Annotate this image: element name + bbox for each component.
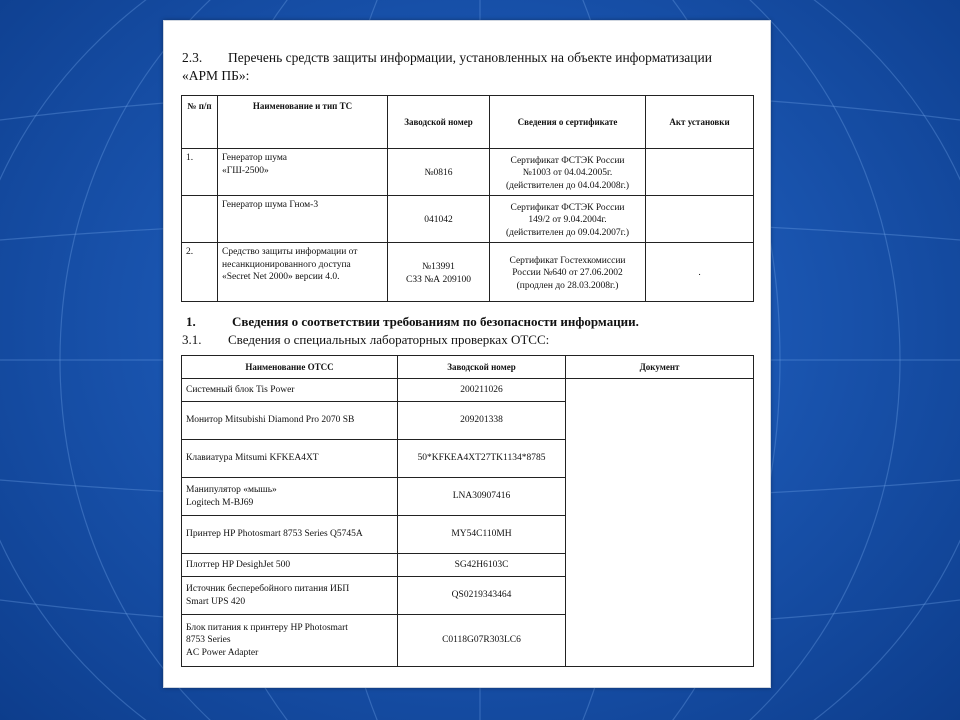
- cell-name: [218, 243, 388, 302]
- section-3-1-heading: [182, 331, 549, 349]
- cell-serial: QS0219343464: [398, 577, 566, 615]
- cell-name: Плоттер HP DesighJet 500: [182, 554, 398, 577]
- cell-serial: [388, 243, 490, 302]
- cell-act: .: [646, 243, 754, 302]
- cell-certificate: [490, 196, 646, 243]
- cell-serial: 200211026: [398, 379, 566, 402]
- cell-num: 1.: [182, 149, 218, 196]
- section-2-3-title-line1: Перечень средств защиты информации, установленных на объекте информатизации: [228, 50, 712, 65]
- header-document: Документ: [566, 356, 754, 379]
- cert-line: (продлен до 28.03.2008г.): [516, 280, 619, 291]
- serial-line: №13991: [422, 262, 455, 272]
- cell-act: [646, 196, 754, 243]
- cell-name-line: Блок питания к принтеру HP Photosmart: [186, 622, 348, 633]
- table-row: [182, 149, 754, 196]
- cell-name: Монитор Mitsubishi Diamond Pro 2070 SB: [182, 402, 398, 440]
- cell-serial: 50*KFKEA4XT27TK1134*8785: [398, 440, 566, 478]
- cert-line: (действителен до 09.04.2007г.): [505, 227, 630, 238]
- section-3-title: Сведения о соответствии требованиям по безопасности информации.: [232, 314, 639, 329]
- cell-name: Системный блок Tis Power: [182, 379, 398, 402]
- section-3-1-title: Сведения о специальных лабораторных проверках ОТСС:: [228, 332, 550, 347]
- cell-serial: C0118G07R303LC6: [398, 615, 566, 667]
- cell-name: [182, 478, 398, 516]
- cell-name-line: Smart UPS 420: [186, 596, 246, 607]
- cert-line: №1003 от 04.04.2005г.: [522, 168, 613, 179]
- cell-name-line: Генератор шума Гном-3: [222, 200, 319, 210]
- section-3-1-number: 3.1.: [182, 332, 202, 347]
- cert-line: 149/2 от 9.04.2004г.: [528, 215, 607, 226]
- table-row: [182, 243, 754, 302]
- cell-name-line: 8753 Series: [186, 635, 231, 646]
- header-num: № п/п: [182, 96, 218, 149]
- cell-name: Клавиатура Mitsumi KFKEA4XT: [182, 440, 398, 478]
- cert-line: Сертификат ФСТЭК России: [510, 202, 625, 213]
- header-name: Наименование и тип ТС: [218, 96, 388, 149]
- cert-line: Сертификат Гостехкомиссии: [509, 255, 626, 266]
- cell-name: [218, 149, 388, 196]
- header-act: Акт установки: [646, 96, 754, 149]
- cell-num: 2.: [182, 243, 218, 302]
- table-row: [182, 379, 754, 402]
- cell-certificate: [490, 243, 646, 302]
- cell-serial: LNA30907416: [398, 478, 566, 516]
- header-name: Наименование ОТСС: [182, 356, 398, 379]
- header-certificate: Сведения о сертификате: [490, 96, 646, 149]
- document-page: [163, 20, 771, 688]
- cell-name-line: Манипулятор «мышь»: [186, 485, 277, 495]
- header-serial: Заводской номер: [388, 96, 490, 149]
- cell-serial: 209201338: [398, 402, 566, 440]
- cell-serial: №0816: [388, 149, 490, 196]
- cell-document: [566, 379, 754, 667]
- cell-act: [646, 149, 754, 196]
- section-2-3-number: 2.3.: [182, 50, 203, 65]
- cert-line: Сертификат ФСТЭК России: [510, 155, 625, 166]
- protection-means-table: [181, 95, 754, 302]
- cell-name: [182, 577, 398, 615]
- cell-serial: SG42H6103C: [398, 554, 566, 577]
- cell-name-line: «Secret Net 2000» версии 4.0.: [222, 272, 340, 282]
- cell-name-line: Источник бесперебойного питания ИБП: [186, 584, 350, 594]
- table-header-row: [182, 356, 754, 379]
- cell-name: [218, 196, 388, 243]
- section-2-3-title-line2: «АРМ ПБ»:: [182, 68, 250, 83]
- cell-serial: 041042: [388, 196, 490, 243]
- cell-name-line: Генератор шума: [222, 153, 288, 163]
- cert-line: России №640 от 27.06.2002: [512, 268, 623, 279]
- header-serial: Заводской номер: [398, 356, 566, 379]
- table-header-row: [182, 96, 754, 149]
- cell-num: [182, 196, 218, 243]
- lab-checks-table: [181, 355, 754, 667]
- cell-name-line: несанкционированного доступа: [222, 259, 351, 270]
- cell-name: Принтер HP Photosmart 8753 Series Q5745A: [182, 516, 398, 554]
- cell-name-line: AC Power Adapter: [186, 647, 259, 658]
- cert-line: (действителен до 04.04.2008г.): [505, 180, 630, 191]
- cell-serial: MY54C110MH: [398, 516, 566, 554]
- cell-name-line: Logitech M-BJ69: [186, 497, 254, 508]
- cell-name-line: Средство защиты информации от: [222, 247, 358, 257]
- serial-line: СЗЗ №А 209100: [405, 274, 472, 285]
- cell-name-line: «ГШ-2500»: [222, 165, 269, 176]
- section-3-number: 1.: [186, 314, 196, 329]
- cell-name: [182, 615, 398, 667]
- cell-certificate: [490, 149, 646, 196]
- table-row: [182, 196, 754, 243]
- section-3-heading: [182, 313, 639, 331]
- section-2-3-heading: [182, 49, 712, 67]
